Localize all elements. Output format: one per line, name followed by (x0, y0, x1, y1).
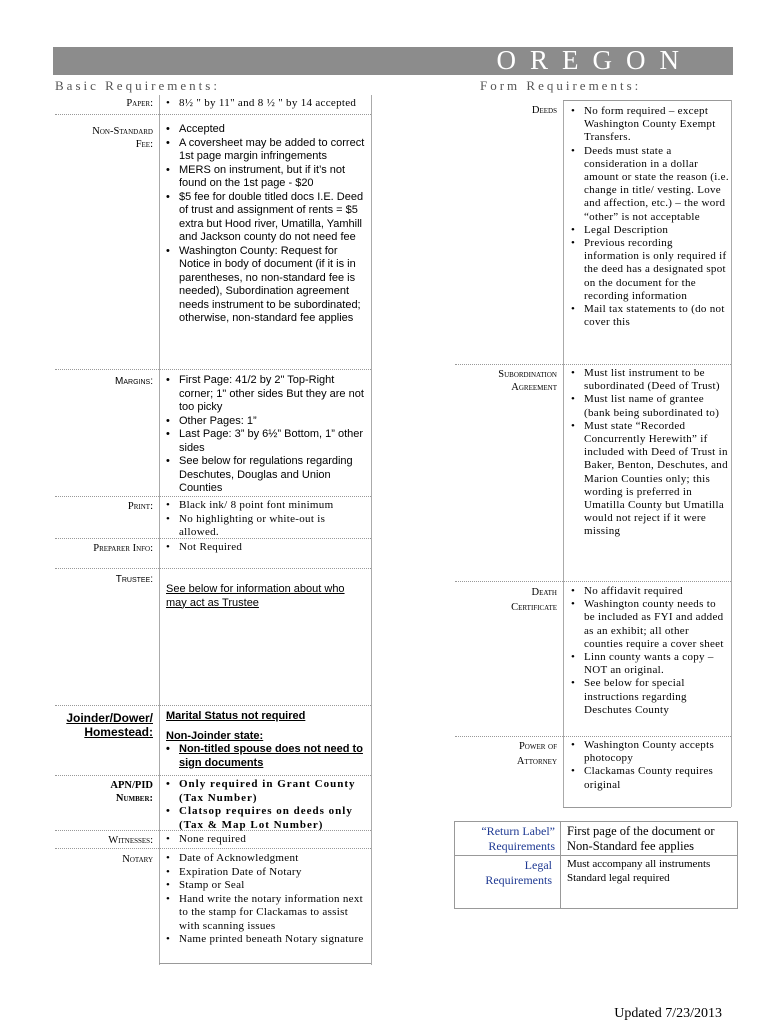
list-item: • No highlighting or white-out is allowed. (166, 513, 366, 540)
updated-date: Updated 7/23/2013 (614, 1006, 722, 1021)
list-item: • Mail tax statements to (do not cover this (571, 303, 729, 329)
list-item: • $5 fee for double titled docs I.E. Deed of trust and assignment of rents = $5 extra but Hood river, Umatilla, Yamhill and Jackson county do not need fee (166, 191, 366, 245)
label-line: Legal (524, 858, 552, 872)
divider (55, 496, 371, 497)
list-item: • Not Required (166, 541, 366, 555)
margins-label: Margins: (115, 376, 153, 387)
notary-label: Notary (122, 854, 153, 865)
list-item: • See below for special instructions regarding Deschutes County (571, 677, 729, 717)
witnesses-content (166, 833, 366, 847)
list-item: • Linn county wants a copy – NOT an original. (571, 651, 729, 677)
label-line: Joinder/Dower/ (66, 711, 153, 725)
joinder-content (166, 710, 366, 770)
text-line: Standard legal required (567, 871, 670, 884)
legal-requirements-text (567, 858, 733, 885)
print-content (166, 499, 366, 540)
list-item: • Deeds must state a consideration in a dollar amount or state the reason (i.e. change in title/ vesting. Love and affection, etc.) – the word “other” is not acceptable (571, 145, 729, 224)
list-item: • Black ink/ 8 point font minimum (166, 499, 366, 513)
list-item: • Name printed beneath Notary signature (166, 933, 366, 947)
divider (55, 775, 371, 776)
marital-status-text: Marital Status not required (166, 710, 306, 722)
margins-content (166, 374, 366, 496)
list-item: • Washington County accepts photocopy (571, 739, 729, 765)
label-line: Death (531, 587, 557, 598)
list-item: • Must list name of grantee (bank being subordinated to) (571, 393, 729, 419)
non-standard-fee-content (166, 123, 366, 326)
right-table-right-edge (731, 100, 732, 807)
list-item: • Clatsop requires on deeds only (Tax & Map Lot Number) (166, 805, 366, 832)
label-line: Agreement (511, 382, 557, 393)
power-of-attorney-label (455, 740, 557, 768)
list-item: • Expiration Date of Notary (166, 866, 366, 880)
subordination-content (571, 367, 729, 539)
label-line: Subordination (498, 369, 557, 380)
divider (159, 963, 371, 964)
state-banner (53, 47, 733, 75)
apn-label (60, 779, 153, 805)
label-line: Certificate (511, 602, 557, 613)
list-item: • Hand write the notary information next to the stamp for Clackamas to assist with scanning issues (166, 893, 366, 934)
list-item: • Stamp or Seal (166, 879, 366, 893)
label-line: Requirements (485, 873, 552, 887)
divider (55, 848, 371, 849)
divider (455, 581, 731, 582)
list-item: • No affidavit required (571, 585, 729, 598)
basic-requirements-heading: Basic Requirements: (55, 78, 220, 93)
trustee-link[interactable]: See below for information about who may act as Trustee (166, 583, 345, 609)
label-line: Attorney (516, 756, 557, 767)
list-item: • No form required – except Washington County Exempt Transfers. (571, 105, 729, 145)
non-joinder-heading: Non-Joinder state: (166, 729, 264, 742)
list-item: • Washington County: Request for Notice in body of document (if it is in parentheses, no non-standard fee is needed), Subordination agreement needs instrument to be subordinated; otherwise, non-standard fee applies (166, 245, 366, 326)
list-item: • 8½ " by 11" and 8 ½ " by 14 accepted (166, 97, 366, 111)
right-column-divider (563, 100, 564, 807)
list-item: • Accepted (166, 123, 366, 137)
return-label-heading (455, 824, 555, 854)
divider (55, 568, 371, 569)
print-label: Print: (127, 501, 153, 512)
list-item: • Legal Description (571, 224, 729, 237)
divider (55, 114, 371, 115)
label-line: Number: (115, 793, 153, 804)
divider (55, 369, 371, 370)
list-item: • See below for regulations regarding Deschutes, Douglas and Union Counties (166, 455, 366, 496)
joinder-label (55, 711, 153, 739)
trustee-label: Trustee: (115, 574, 153, 585)
left-column-divider (159, 95, 160, 965)
legal-requirements-heading (455, 858, 552, 888)
list-item: • Washington county needs to be included as FYI and added as an exhibit; all other counties require a cover sheet (571, 598, 729, 651)
paper-label: Paper: (126, 98, 153, 109)
return-label-text: First page of the document or Non-Standard fee applies (567, 824, 715, 853)
subordination-agreement-label (455, 368, 557, 394)
left-table-right-edge (371, 95, 372, 965)
divider (563, 100, 731, 101)
list-item: • A coversheet may be added to correct 1st page margin infringements (166, 137, 366, 164)
label-line: “Return Label” (481, 824, 555, 838)
divider (55, 705, 371, 706)
list-item (166, 743, 366, 770)
death-certificate-label (455, 586, 557, 614)
label-line: Fee: (135, 139, 153, 150)
divider (455, 364, 731, 365)
label-line: Homestead: (84, 725, 153, 739)
witnesses-label: Witnesses: (108, 835, 153, 846)
list-item: • Date of Acknowledgment (166, 852, 366, 866)
apn-content (166, 778, 366, 832)
non-joinder-text: Non-titled spouse does not need to sign documents (179, 743, 363, 769)
preparer-info-label: Preparer Info: (93, 543, 153, 554)
death-certificate-content (571, 585, 729, 717)
divider (455, 736, 731, 737)
notary-content (166, 852, 366, 947)
list-item: • None required (166, 833, 366, 847)
deeds-content (571, 105, 729, 329)
list-item: • Only required in Grant County (Tax Number) (166, 778, 366, 805)
list-item: • Other Pages: 1” (166, 415, 366, 429)
label-line: Power of (518, 741, 557, 752)
label-line: Non-Standard (92, 126, 153, 137)
list-item: • MERS on instrument, but if it’s not found on the 1st page - $20 (166, 164, 366, 191)
text-line: Must accompany all instruments (567, 858, 711, 870)
list-item: • Clackamas County requires original (571, 765, 729, 791)
list-item: • First Page: 41/2 by 2" Top-Right corner; 1" other sides But they are not too picky (166, 374, 366, 415)
label-line: APN/PID (110, 780, 153, 791)
paper-content (166, 97, 366, 111)
preparer-info-content (166, 541, 366, 555)
label-line: Requirements (488, 839, 555, 853)
list-item: • Last Page: 3” by 6½” Bottom, 1” other sides (166, 428, 366, 455)
power-of-attorney-content (571, 739, 729, 792)
list-item: • Previous recording information is only required if the deed has a designated spot on the document for the recording information (571, 237, 729, 303)
list-item: • Must list instrument to be subordinated (Deed of Trust) (571, 367, 729, 393)
state-title: OREGON (496, 45, 693, 75)
non-standard-fee-label (60, 125, 153, 151)
divider (563, 807, 731, 808)
deeds-label: Deeds (531, 105, 557, 116)
list-item: • Must state “Recorded Concurrently Herewith” if included with Deed of Trust in Baker, Benton, Deschutes, and Marion Counties only; this wording is preferred in Umatilla County but Umatilla would not reject if it were missing (571, 420, 729, 539)
form-requirements-heading: Form Requirements: (480, 78, 642, 93)
box-divider (560, 821, 561, 908)
box-divider (454, 855, 737, 856)
